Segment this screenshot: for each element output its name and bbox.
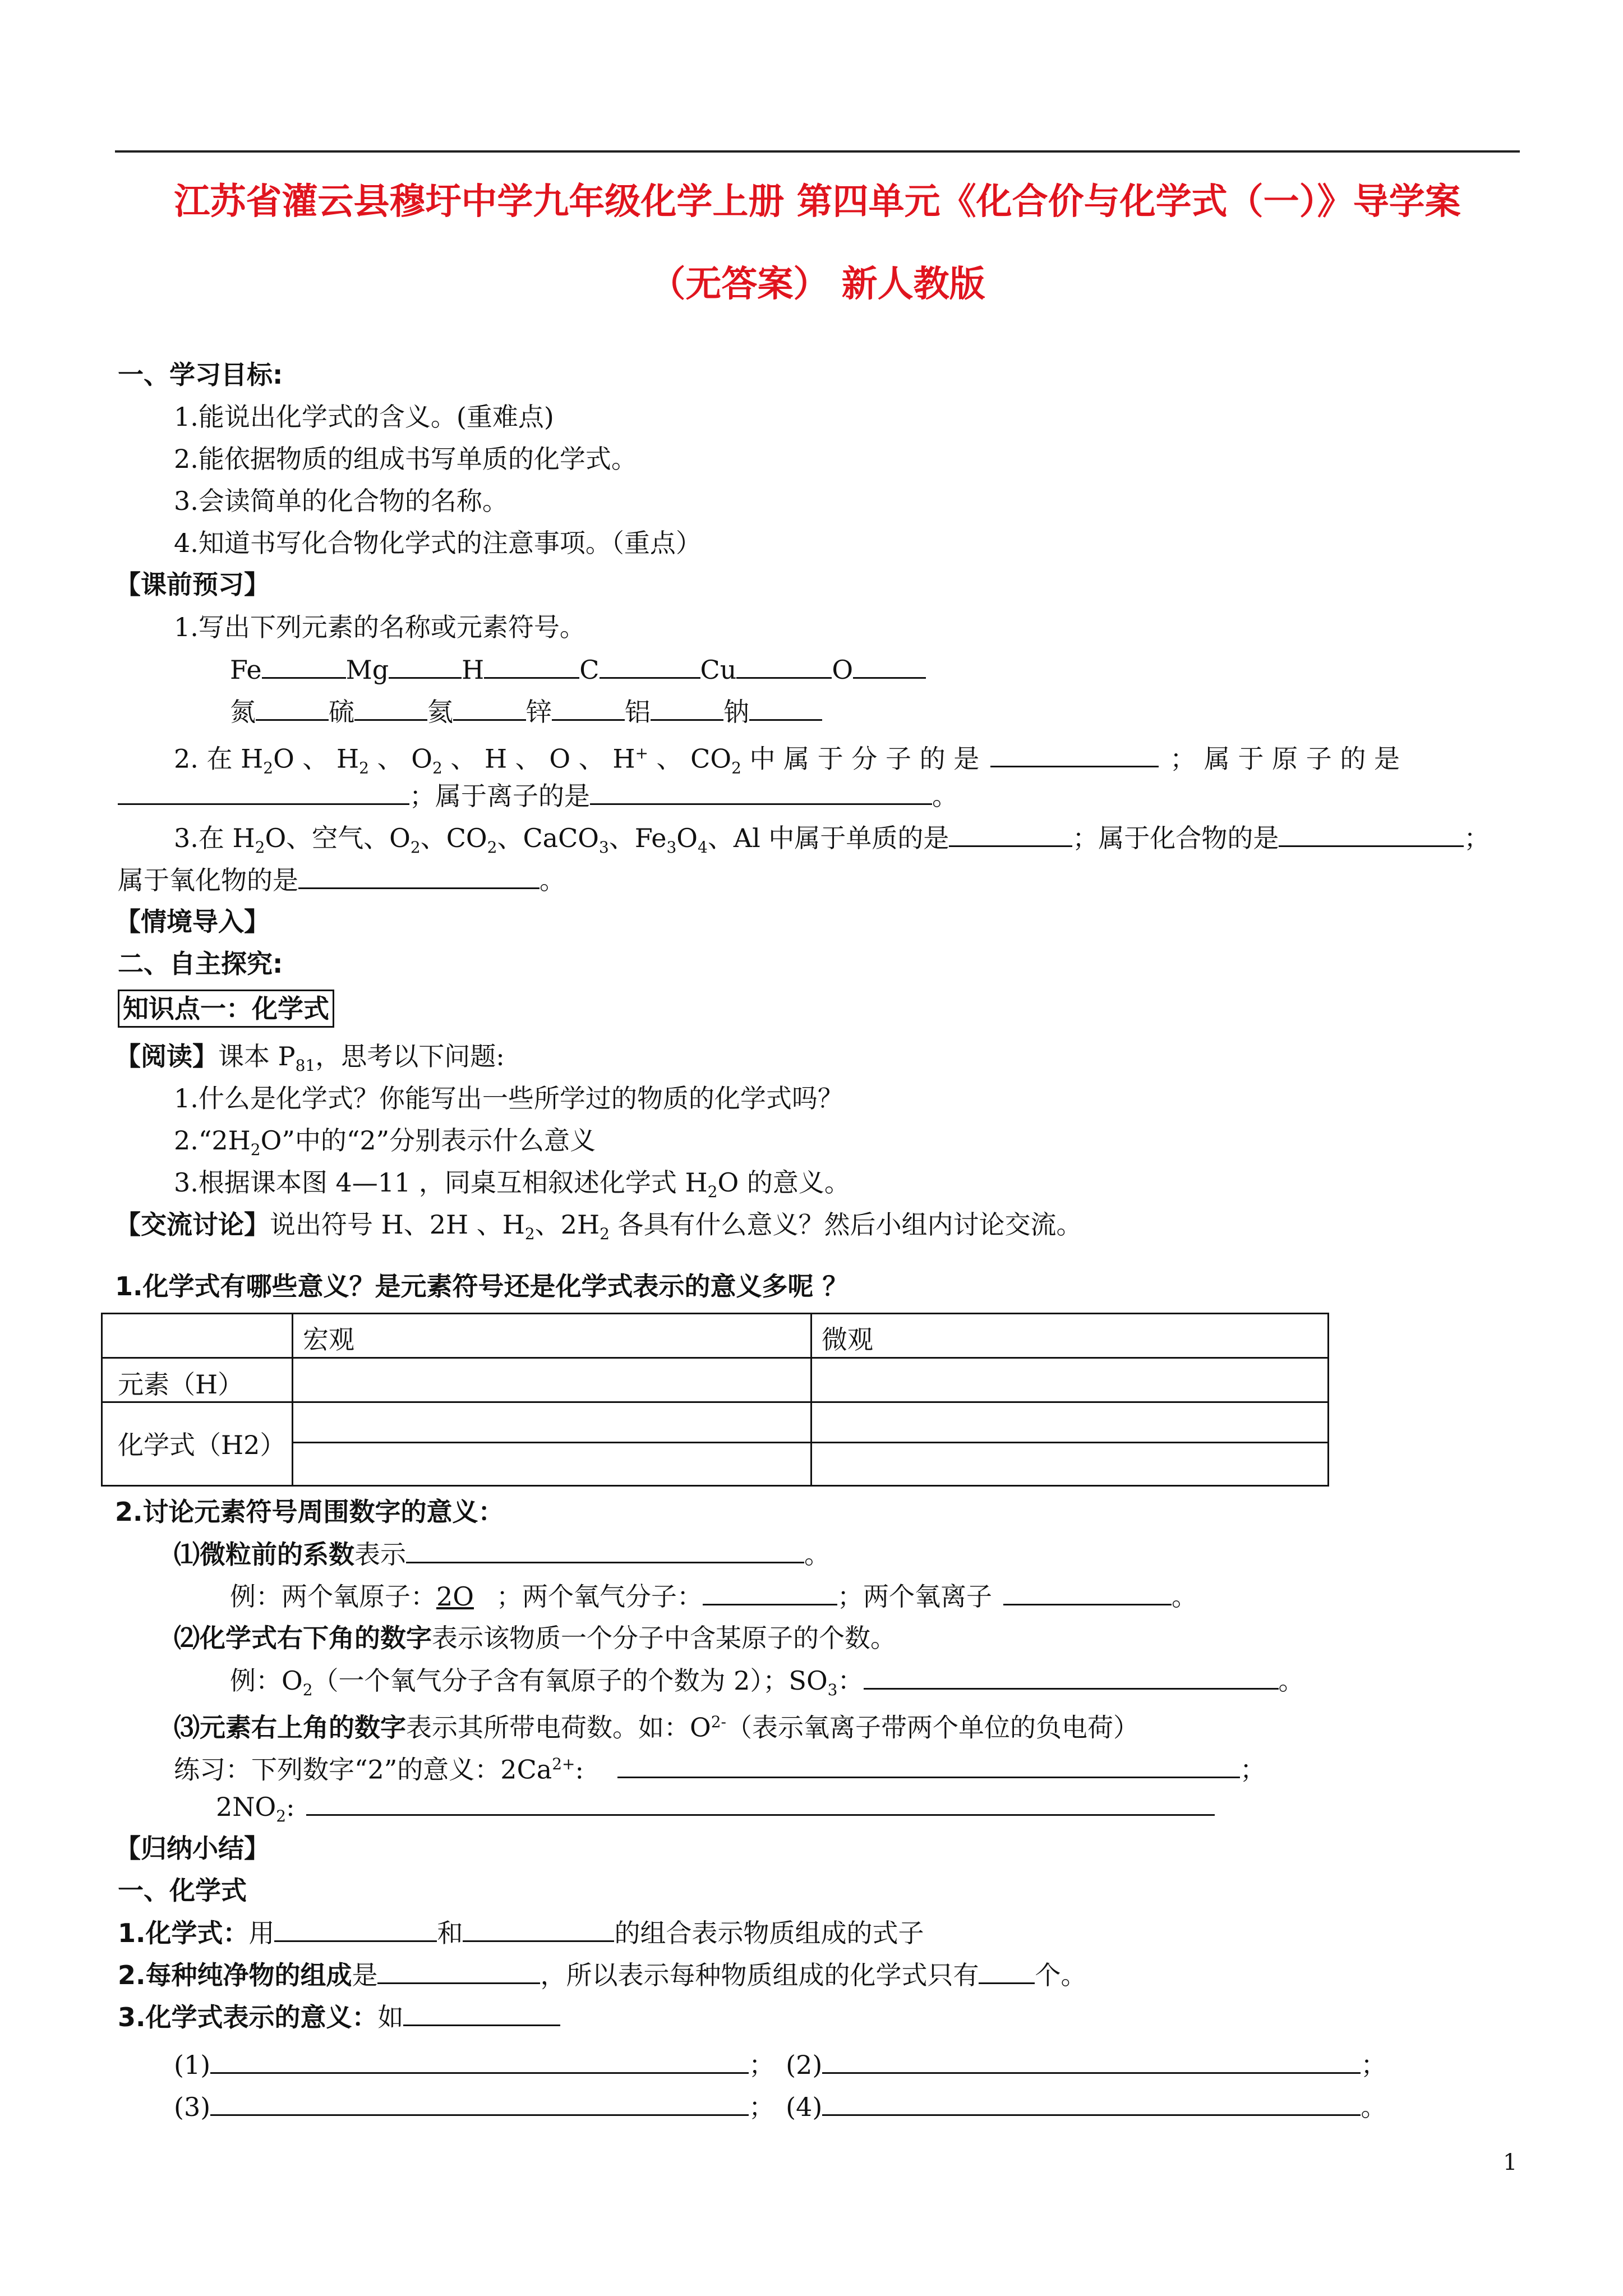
- blank-2no2[interactable]: [306, 1789, 1215, 1816]
- preview-heading: 【课前预习】: [115, 569, 270, 600]
- name-helium: 氦: [427, 697, 453, 727]
- practice-line-1: 练习：下列数字“2”的意义：$2Ca^{2+}$: ；: [174, 1747, 1266, 1786]
- superscript-line: ⑶元素右上角的数字表示其所带电荷数。如：$O^{2-}$（表示氧离子带两个单位的负电荷）: [174, 1712, 1139, 1743]
- name-sodium: 钠: [723, 697, 749, 727]
- blank-meaning-3[interactable]: [210, 2090, 749, 2116]
- blank-atoms[interactable]: [118, 779, 409, 805]
- blank-molecules[interactable]: [990, 741, 1159, 767]
- summary-subheading: 一、化学式: [118, 1875, 247, 1906]
- blank-compounds[interactable]: [1279, 821, 1464, 847]
- practice-line-2: $2NO_2$:: [216, 1789, 1215, 1833]
- preview-q3-line1: 3.在 $H_2O$、空气、$O_2$、$CO_2$、CaCO$_3$、$Fe_3O_4$、Al 中属于单质的是 ；属于化合物的是 ；: [174, 821, 1490, 864]
- subscript-example: 例：$O_2$（一个氧气分子含有氧原子的个数为 2）；$SO_3$： 。: [230, 1663, 1304, 1707]
- discussion-line: 【交流讨论】说出符号 H、2H 、$H_2$、$2H_2$ 各具有什么意义？然后小组内讨论交流。: [115, 1209, 1082, 1244]
- subscript-line: ⑵化学式右下角的数字表示该物质一个分子中含某原子的个数。: [174, 1623, 896, 1653]
- blank-so3[interactable]: [864, 1663, 1279, 1690]
- reading-q1: 1.什么是化学式？你能写出一些所学过的物质的化学式吗？: [174, 1083, 843, 1114]
- blank-ions[interactable]: [590, 779, 932, 805]
- blank-c[interactable]: [600, 652, 700, 679]
- blank-sulfur[interactable]: [354, 694, 427, 721]
- summary-item-3: 3.化学式表示的意义：如: [118, 2000, 560, 2034]
- numbers-question: 2.讨论元素符号周围数字的意义：: [115, 1497, 504, 1527]
- symbol-fe: Fe: [230, 655, 262, 685]
- coefficient-example: 例：两个氧原子：2O ；两个氧气分子： ；两个氧离子 。: [230, 1579, 1197, 1613]
- summary-item-2: 2.每种纯净物的组成是 ，所以表示每种物质组成的化学式只有 个。: [118, 1958, 1086, 1992]
- blank-summary-2a[interactable]: [377, 1958, 540, 1984]
- blank-summary-1a[interactable]: [274, 1916, 437, 1942]
- preview-q2-line1: 2. 在 $H_2O$ 、 $H_2$ 、 $O_2$ 、 H 、 O 、 H+ 、 $CO_2$ 中 属 于 分 子 的 是 ； 属 于 原 子 的 是: [174, 737, 1400, 785]
- name-nitrogen: 氮: [230, 697, 256, 727]
- blank-two-oxygen-ions[interactable]: [1003, 1579, 1172, 1605]
- document-title-line1: 江苏省灌云县穆圩中学九年级化学上册 第四单元《化合价与化学式（一）》导学案: [174, 181, 1461, 223]
- name-sulfur: 硫: [329, 697, 354, 727]
- summary-item-1: 1.化学式：用 和 的组合表示物质组成的式子: [118, 1916, 924, 1950]
- goal-1: 1.能说出化学式的含义。(重难点): [174, 402, 554, 432]
- element-symbols-row: [230, 652, 926, 687]
- symbol-cu: Cu: [700, 655, 737, 685]
- blank-fe[interactable]: [262, 652, 346, 679]
- summary-heading: 【归纳小结】: [115, 1833, 270, 1864]
- blank-meaning-4[interactable]: [822, 2090, 1361, 2116]
- preview-q3-line2: 属于氧化物的是 。: [118, 863, 565, 897]
- meaning-table: [101, 1313, 1329, 1487]
- knowledge-point-1: [118, 992, 334, 1025]
- example-two-oxygen-atoms: 2O: [436, 1581, 474, 1612]
- blank-nitrogen[interactable]: [256, 694, 329, 721]
- blank-meaning-2[interactable]: [822, 2047, 1361, 2074]
- name-aluminum: 铝: [625, 697, 651, 727]
- table-row-formula: 化学式（H2）: [118, 1430, 286, 1460]
- reading-intro: 【阅读】课本 $P_{81}$，思考以下问题:: [115, 1041, 505, 1075]
- summary-meanings-row-1: (1) ； (2) ；: [174, 2047, 1386, 2082]
- blank-cu[interactable]: [736, 652, 832, 679]
- blank-two-oxygen-molecules[interactable]: [703, 1579, 837, 1605]
- section1-heading: 一、学习目标:: [118, 360, 283, 390]
- blank-summary-2b[interactable]: [979, 1958, 1035, 1984]
- scenario-heading: 【情境导入】: [115, 907, 270, 937]
- table-header-macro: 宏观: [303, 1324, 354, 1355]
- name-zinc: 锌: [526, 697, 552, 727]
- symbol-c: C: [579, 655, 600, 685]
- goal-4: 4.知道书写化合物化学式的注意事项。（重点）: [174, 528, 702, 558]
- symbol-h: H: [462, 655, 485, 685]
- blank-helium[interactable]: [453, 694, 526, 721]
- table-row-element: 元素（H）: [118, 1369, 244, 1400]
- blank-summary-3[interactable]: [403, 2000, 560, 2026]
- page-number: 1: [1503, 2150, 1518, 2175]
- preview-q2-line2: ；属于离子的是 。: [118, 779, 958, 813]
- table-header-micro: 微观: [822, 1324, 873, 1355]
- blank-h[interactable]: [484, 652, 579, 679]
- reading-q2: $2.“2H_2O$”中的“2”分别表示什么意义: [174, 1125, 596, 1159]
- symbol-mg: Mg: [345, 655, 389, 685]
- element-names-row: [230, 694, 822, 729]
- summary-meanings-row-2: (3) ； (4) 。: [174, 2090, 1386, 2124]
- blank-coefficient[interactable]: [406, 1537, 804, 1563]
- blank-elements[interactable]: [949, 821, 1072, 847]
- coefficient-line: ⑴微粒前的系数表示 。: [174, 1537, 830, 1571]
- goal-3: 3.会读简单的化合物的名称。: [174, 486, 508, 516]
- blank-zinc[interactable]: [552, 694, 625, 721]
- blank-mg[interactable]: [389, 652, 462, 679]
- document-title-line2: （无答案） 新人教版: [649, 264, 985, 305]
- reading-q3: 3.根据课本图 4—11 ，同桌互相叙述化学式 $H_2O$ 的意义。: [174, 1167, 850, 1202]
- blank-meaning-1[interactable]: [210, 2047, 749, 2074]
- symbol-o: O: [832, 655, 854, 685]
- preview-q1: 1.写出下列元素的名称或元素符号。: [174, 612, 585, 642]
- blank-summary-1b[interactable]: [463, 1916, 614, 1942]
- blank-o[interactable]: [853, 652, 926, 679]
- blank-oxides[interactable]: [298, 863, 540, 889]
- blank-sodium[interactable]: [749, 694, 822, 721]
- table-question: 1.化学式有哪些意义？是元素符号还是化学式表示的意义多呢 ？: [115, 1271, 849, 1301]
- knowledge-point-1-box: 知识点一：化学式: [118, 990, 334, 1028]
- goal-2: 2.能依据物质的组成书写单质的化学式。: [174, 444, 637, 474]
- section2-heading: 二、自主探究:: [118, 949, 283, 979]
- blank-aluminum[interactable]: [651, 694, 723, 721]
- header-rule: [115, 150, 1520, 153]
- blank-2ca2plus[interactable]: [617, 1752, 1240, 1778]
